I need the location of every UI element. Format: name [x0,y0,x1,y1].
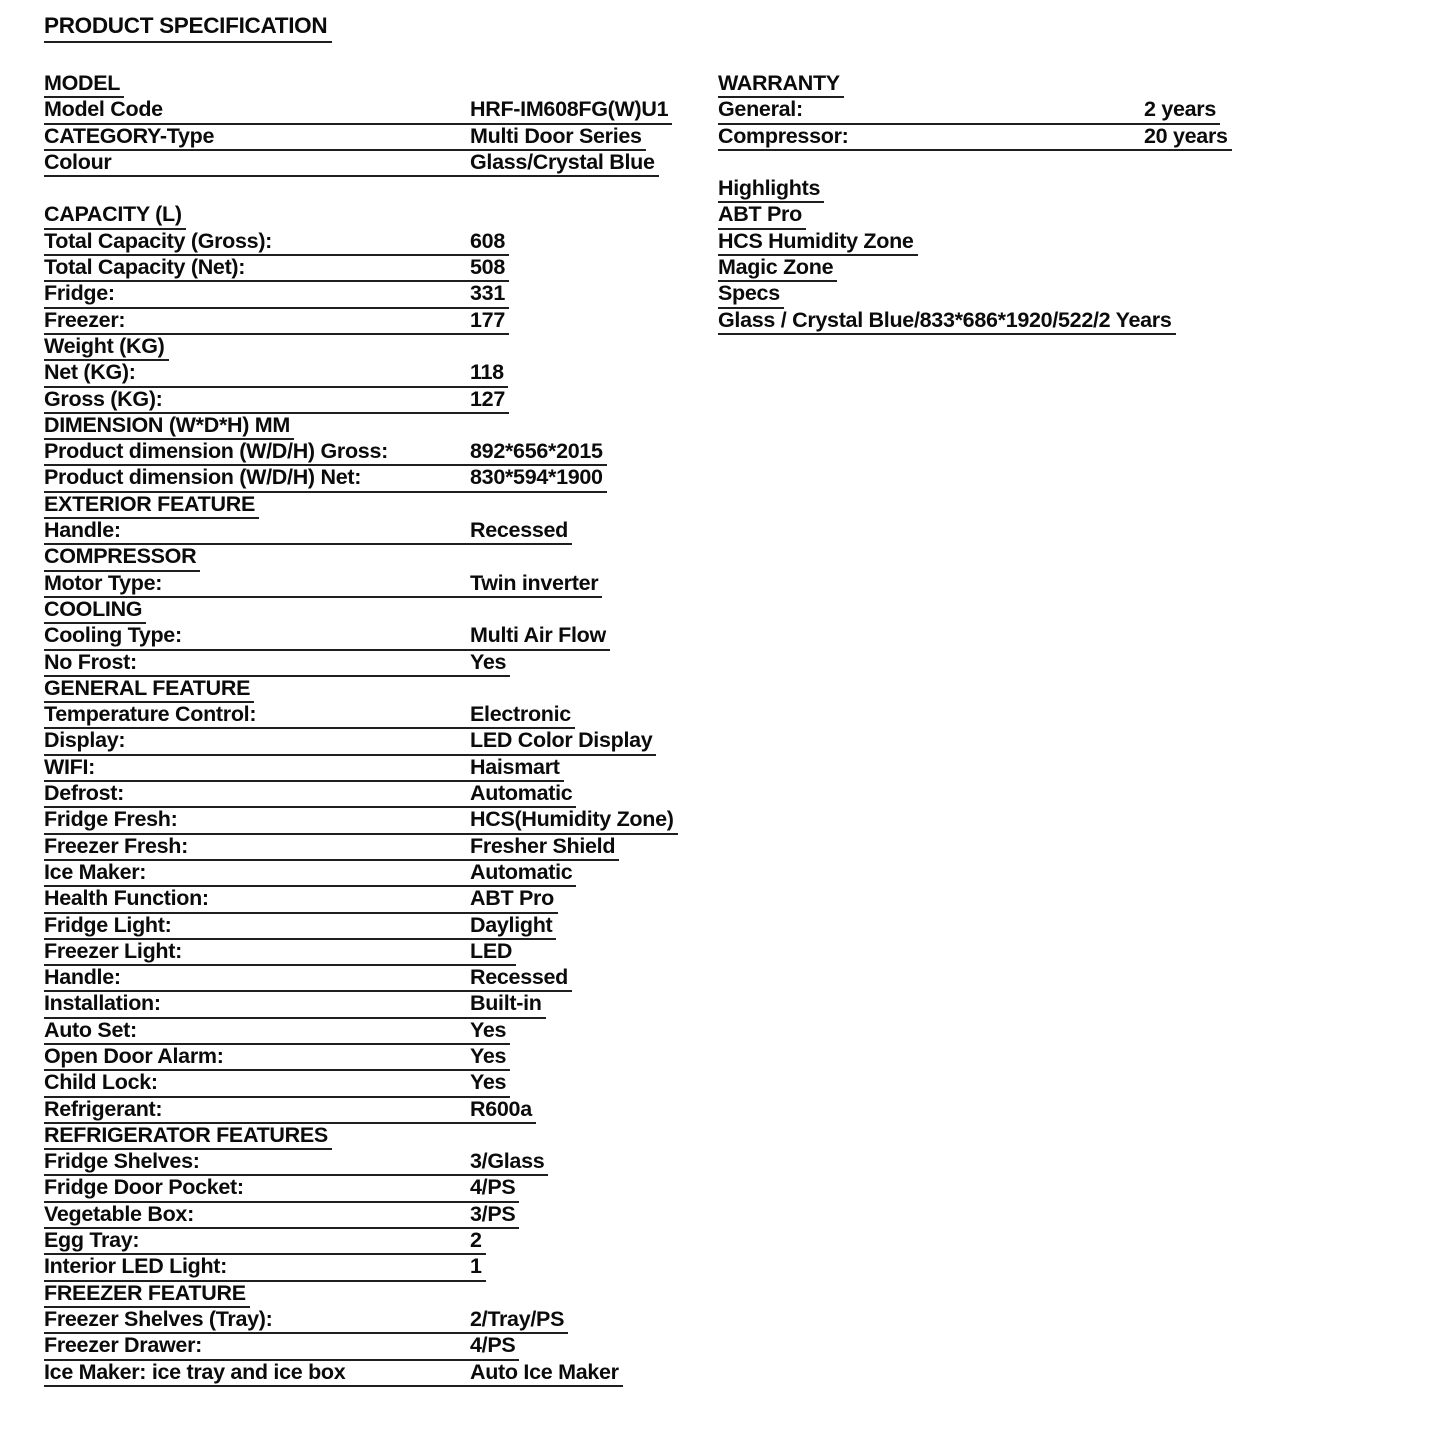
spec-value: Automatic [470,781,573,806]
spec-row [44,1255,486,1281]
spec-row [44,151,659,177]
spec-label: Model Code [44,97,163,122]
spec-label: Freezer Light: [44,938,182,963]
highlight-item: ABT Pro [718,203,806,229]
spec-label: General: [718,97,803,122]
spec-row [44,1045,510,1071]
spec-value: 892*656*2015 [470,439,603,464]
spec-value: Recessed [470,518,569,543]
spec-label: Ice Maker: [44,859,147,884]
refrigerator-features-section-header: REFRIGERATOR FEATURES [44,1124,332,1150]
spec-value: 608 [470,228,505,253]
spec-label: Display: [44,728,126,753]
spec-value: 4/PS [470,1175,516,1200]
spec-value: Daylight [470,912,553,937]
spec-row [44,1361,623,1387]
spec-value: 4/PS [470,1333,516,1358]
spec-row [44,466,607,492]
spec-label: Fridge Light: [44,912,172,937]
spec-row [44,940,516,966]
spec-label: Child Lock: [44,1070,158,1095]
spec-value: ABT Pro [470,886,554,911]
spec-label: Compressor: [718,123,849,148]
spec-row [44,835,619,861]
spec-row [44,519,572,545]
spec-value: HCS(Humidity Zone) [470,807,674,832]
spec-row [44,230,509,256]
dimension-section-header: DIMENSION (W*D*H) MM [44,414,294,440]
spec-row [44,703,575,729]
spec-row [44,1229,486,1255]
spec-row [44,125,646,151]
spec-label: Fridge Shelves: [44,1149,200,1174]
highlight-item: Specs [718,282,784,308]
general-feature-section-header: GENERAL FEATURE [44,677,254,703]
spec-value: Yes [470,1043,507,1068]
spec-value: Auto Ice Maker [470,1359,619,1384]
spec-label: Product dimension (W/D/H) Gross: [44,439,388,464]
spec-row [44,98,672,124]
spacer [44,177,678,203]
spec-label: Freezer Shelves (Tray): [44,1306,273,1331]
spec-value: R600a [470,1096,532,1121]
spec-label: Ice Maker: ice tray and ice box [44,1359,346,1384]
spec-row [44,388,509,414]
spec-label: Auto Set: [44,1017,137,1042]
spec-label: Handle: [44,518,121,543]
weight-section-header: Weight (KG) [44,335,169,361]
spec-row [44,861,576,887]
spec-value: 177 [470,307,505,332]
cooling-section-header: COOLING [44,598,146,624]
spec-label: Cooling Type: [44,623,182,648]
spec-label: Freezer Fresh: [44,833,188,858]
spec-value: Yes [470,1017,507,1042]
spec-row [44,914,556,940]
spec-label: Product dimension (W/D/H) Net: [44,465,362,490]
spec-row [44,887,558,913]
spec-label: WIFI: [44,754,96,779]
spec-value: LED Color Display [470,728,653,753]
spec-row [44,440,607,466]
spec-value: 331 [470,281,505,306]
spec-row [44,808,678,834]
spec-label: Fridge: [44,281,115,306]
spec-value: Multi Door Series [470,123,642,148]
exterior-feature-section-header: EXTERIOR FEATURE [44,493,259,519]
spec-label: Colour [44,149,112,174]
spec-value: 3/Glass [470,1149,545,1174]
capacity-section-header: CAPACITY (L) [44,203,186,229]
spec-row [44,729,656,755]
warranty-general-row [718,98,1220,124]
spec-row [44,1176,519,1202]
spec-label: Net (KG): [44,360,136,385]
spec-row [44,1334,519,1360]
spec-label: CATEGORY-Type [44,123,215,148]
spec-value: Haismart [470,754,560,779]
spacer [718,151,1232,177]
spec-label: Installation: [44,991,161,1016]
spec-label: Defrost: [44,781,125,806]
spec-row [44,1150,548,1176]
spec-value: 2/Tray/PS [470,1306,565,1331]
spec-row [44,309,509,335]
highlights-section-header: Highlights [718,177,824,203]
spec-label: Motor Type: [44,570,163,595]
spec-row [44,1203,519,1229]
spec-value: Yes [470,649,507,674]
spec-label: Vegetable Box: [44,1201,194,1226]
right-spec-column [718,72,1232,335]
spec-value: 2 years [1144,97,1217,122]
spec-label: Freezer Drawer: [44,1333,203,1358]
left-spec-column [44,72,678,1387]
spec-row [44,624,610,650]
spec-value: Automatic [470,859,573,884]
compressor-section-header: COMPRESSOR [44,545,200,571]
spec-label: Total Capacity (Gross): [44,228,273,253]
spec-label: Egg Tray: [44,1228,140,1253]
spec-value: 3/PS [470,1201,516,1226]
highlight-item: Glass / Crystal Blue/833*686*1920/522/2 Years [718,309,1176,335]
spec-label: Temperature Control: [44,702,257,727]
spec-value: 118 [470,360,504,385]
spec-value: 20 years [1144,123,1228,148]
page-title: PRODUCT SPECIFICATION [44,13,332,43]
spec-label: Handle: [44,965,121,990]
spec-value: 1 [470,1254,482,1279]
spec-row [44,361,508,387]
spec-value: Electronic [470,702,571,727]
warranty-section-header: WARRANTY [718,72,844,98]
spec-label: Refrigerant: [44,1096,163,1121]
spec-label: Open Door Alarm: [44,1043,224,1068]
highlight-item: HCS Humidity Zone [718,230,918,256]
spec-value: 2 [470,1228,482,1253]
spec-value: Multi Air Flow [470,623,606,648]
spec-row [44,1071,510,1097]
spec-value: Fresher Shield [470,833,616,858]
spec-label: Total Capacity (Net): [44,255,246,280]
spec-value: Built-in [470,991,542,1016]
spec-label: Fridge Door Pocket: [44,1175,244,1200]
spec-row [44,1019,510,1045]
spec-row [44,1098,536,1124]
spec-value: LED [470,938,513,963]
spec-label: Freezer: [44,307,126,332]
spec-value: Yes [470,1070,507,1095]
spec-row [44,782,576,808]
spec-row [44,651,510,677]
freezer-feature-section-header: FREEZER FEATURE [44,1282,250,1308]
spec-label: No Frost: [44,649,137,674]
model-section-header: MODEL [44,72,124,98]
highlight-item: Magic Zone [718,256,837,282]
spec-value: 830*594*1900 [470,465,603,490]
spec-value: 508 [470,255,505,280]
spec-label: Gross (KG): [44,386,163,411]
spec-row [44,282,509,308]
spec-row [44,572,602,598]
spec-row [44,756,564,782]
spec-row [44,992,546,1018]
spec-value: Recessed [470,965,569,990]
spec-row [44,966,572,992]
spec-value: Glass/Crystal Blue [470,149,655,174]
warranty-compressor-row [718,125,1232,151]
spec-row [44,256,509,282]
spec-value: Twin inverter [470,570,599,595]
spec-value: HRF-IM608FG(W)U1 [470,97,669,122]
spec-label: Fridge Fresh: [44,807,178,832]
spec-value: 127 [470,386,505,411]
spec-label: Health Function: [44,886,209,911]
spec-label: Interior LED Light: [44,1254,228,1279]
spec-row [44,1308,568,1334]
